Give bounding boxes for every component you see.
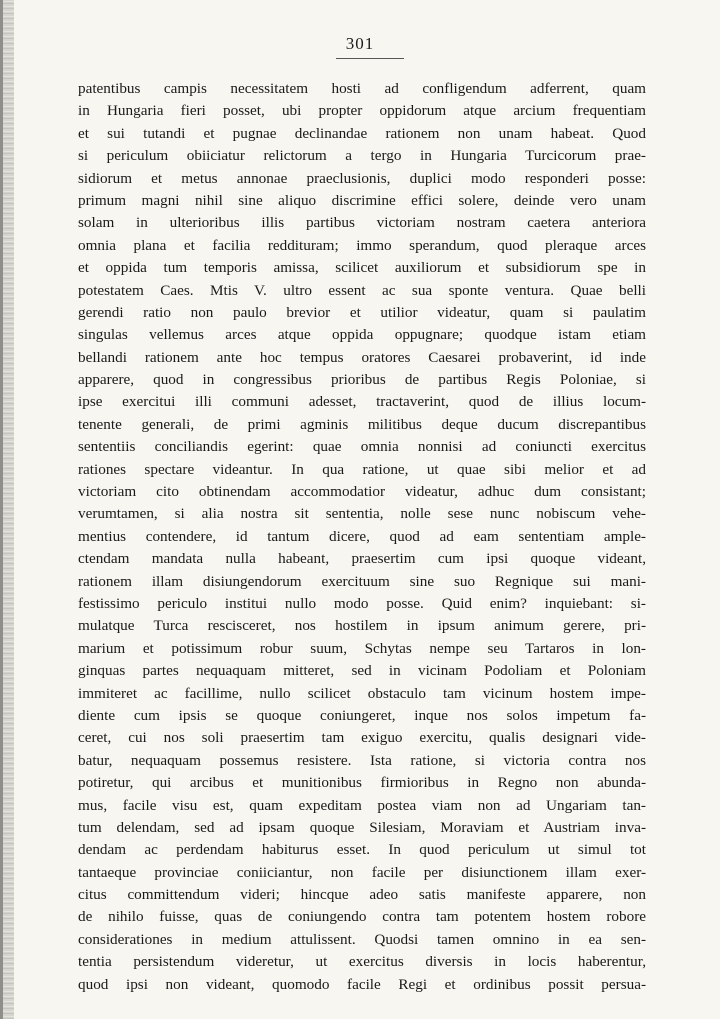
text-line: verumtamen, si alia nostra sit sententia, nolle sese nunc nobiscum vehe- bbox=[78, 505, 646, 523]
text-line: dendam ac perdendam habiturus esset. In quod periculum ut simul tot bbox=[78, 841, 646, 859]
text-line: rationes spectare videantur. In qua ratione, ut quae sibi melior et ad bbox=[78, 460, 646, 478]
text-line: in Hungaria fieri posset, ubi propter oppidorum atque arcium frequentiam bbox=[78, 102, 646, 120]
text-line: tum delendam, sed ad ipsam quoque Silesiam, Moraviam et Austriam inva- bbox=[78, 818, 646, 836]
text-line: solam in ulterioribus illis partibus victoriam nostram caetera anteriora bbox=[78, 214, 646, 232]
text-line: considerationes in medium attulissent. Quodsi tamen omnino in ea sen- bbox=[78, 930, 646, 948]
text-line: marium et potissimum robur suum, Schytas nempe seu Tartaros in lon- bbox=[78, 639, 646, 657]
text-line: gerendi ratio non paulo brevior et utilior videatur, quam si paulatim bbox=[78, 303, 646, 321]
text-line: singulas vellemus arces atque oppida oppugnare; quodque istam etiam bbox=[78, 326, 646, 344]
text-line: de nihilo fuisse, quas de coniungendo contra tam potentem hostem robore bbox=[78, 908, 646, 926]
text-line: primum magni nihil sine aliquo discrimine effici solere, deinde vero unam bbox=[78, 191, 646, 209]
page-number: 301 bbox=[345, 34, 375, 53]
text-line: sententiis conciliandis egerint: quae omnia nonnisi ad coniuncti exercitus bbox=[78, 438, 646, 456]
text-line: bellandi rationem ante hoc tempus oratores Caesarei probaverint, id inde bbox=[78, 348, 646, 366]
text-line: diente cum ipsis se quoque coniungeret, inque nos solos impetum fa- bbox=[78, 706, 646, 724]
text-line: potiretur, qui arcibus et munitionibus firmioribus in Regno non abunda- bbox=[78, 774, 646, 792]
text-line: ceret, cui nos soli praesertim tam exiguo exercitu, qualis designari vide- bbox=[78, 729, 646, 747]
text-line: tantaeque provinciae coniiciantur, non facile per disiunctionem illam exer- bbox=[78, 863, 646, 881]
text-line: si periculum obiiciatur relictorum a tergo in Hungaria Turcicorum prae- bbox=[78, 147, 646, 165]
body-text bbox=[78, 78, 646, 996]
text-line: ipse exercitui illi communi adesset, tractaverint, quod de illius locum- bbox=[78, 393, 646, 411]
text-line: mentius contendere, id tantum dicere, quod ad eam sententiam ample- bbox=[78, 527, 646, 545]
text-line: omnia plana et facilia reddituram; immo sperandum, quod pleraque arces bbox=[78, 236, 646, 254]
text-line: rationem illam disiungendorum exercituum sine suo Regnique sui mani- bbox=[78, 572, 646, 590]
text-line: et sui tutandi et pugnae declinandae rationem non unam habeat. Quod bbox=[78, 124, 646, 142]
text-line: apparere, quod in congressibus prioribus de partibus Regis Poloniae, si bbox=[78, 371, 646, 389]
text-line: mulatque Turca rescisceret, nos hostilem in ipsum animum gerere, pri- bbox=[78, 617, 646, 635]
scan-edge-shadow bbox=[0, 0, 3, 1019]
text-line: sidiorum et metus annonae praeclusionis, duplici modo responderi posse: bbox=[78, 169, 646, 187]
text-line: mus, facile visu est, quam expeditam postea viam non ad Ungariam tan- bbox=[78, 796, 646, 814]
text-line: victoriam cito obtinendam accommodatior videatur, adhuc dum consistant; bbox=[78, 483, 646, 501]
text-line: festissimo periculo institui nullo modo posse. Quid enim? inquiebant: si- bbox=[78, 594, 646, 612]
text-line: et oppida tum temporis amissa, scilicet auxiliorum et subsidiorum spe in bbox=[78, 259, 646, 277]
text-line: potestatem Caes. Mtis V. ultro essent ac sua sponte ventura. Quae belli bbox=[78, 281, 646, 299]
text-line: quod ipsi non videant, quomodo facile Regi et ordinibus possit persua- bbox=[78, 975, 646, 993]
text-line: patentibus campis necessitatem hosti ad confligendum adferrent, quam bbox=[78, 80, 646, 97]
text-line: tenente generali, de primi agminis militibus deque ducum discrepantibus bbox=[78, 415, 646, 433]
text-line: immiteret ac facillime, nullo scilicet obstaculo tam vicinum hostem impe- bbox=[78, 684, 646, 702]
text-line: tentia persistendum videretur, ut exercitus diversis in locis haberentur, bbox=[78, 953, 646, 971]
page-number-rule bbox=[336, 58, 404, 59]
text-line: citus committendum videri; hincque adeo satis manifeste apparere, non bbox=[78, 886, 646, 904]
text-line: ctendam mandata nulla habeant, praesertim cum ipsi quoque videant, bbox=[78, 550, 646, 568]
text-line: batur, nequaquam possemus resistere. Ista ratione, si victoria contra nos bbox=[78, 751, 646, 769]
text-line: ginquas partes nequaquam mitteret, sed in vicinam Podoliam et Poloniam bbox=[78, 662, 646, 680]
